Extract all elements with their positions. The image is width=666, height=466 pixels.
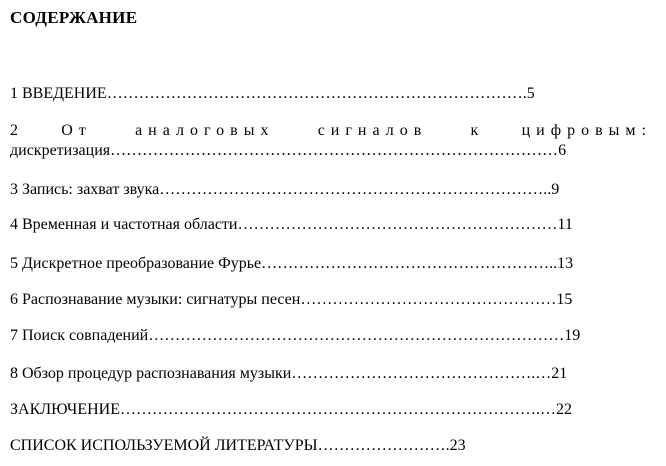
toc-entry-title: 8 Обзор процедур распознавания музыки [10,365,292,382]
toc-entry-conclusion [10,400,652,420]
toc-word: аналоговых [135,122,275,139]
toc-leader: ……………………………………………………………………. [106,85,527,102]
toc-page-number: 13 [557,255,574,272]
toc-entry-time-frequency [10,215,652,235]
toc-leader: ……………………………………………………………….. [159,181,552,198]
toc-entry-introduction [10,84,652,104]
toc-leader: ……………………………………………….. [261,255,558,272]
toc-leader: …………………………………………………………………… [148,327,565,344]
toc-leader: ………………………………………………………………………… [110,142,559,159]
toc-entry-recording [10,180,652,200]
toc-entry-title: 7 Поиск совпадений [10,327,149,344]
toc-entry-title: 5 Дискретное преобразование Фурье [10,255,262,272]
page-title: СОДЕРЖАНИЕ [10,8,138,27]
toc-entry-first-line [10,121,652,141]
toc-leader: ……………………. [317,437,450,454]
toc-page-number: 9 [551,181,560,198]
toc-leader: ……………………………………….… [291,365,552,382]
toc-entry-title: 3 Запись: захват звука [10,181,160,198]
toc-page-number: 15 [556,291,573,308]
toc-leader: …………………………………………………………………….… [119,401,556,418]
toc-leader: …………………………………………………… [237,216,558,233]
toc-entry-title: 6 Распознавание музыки: сигнатуры песен [10,291,301,308]
toc-entry-references [10,436,652,456]
toc-entry-title: ЗАКЛЮЧЕНИЕ [10,401,120,418]
toc-entry-title: СПИСОК ИСПОЛЬЗУЕМОЙ ЛИТЕРАТУРЫ [10,437,318,454]
toc-entry-matching [10,326,652,346]
toc-page-number: 19 [564,327,581,344]
toc-page-number: 5 [526,85,535,102]
toc-entry-dft [10,254,652,274]
toc-page-number: 22 [555,401,572,418]
toc-entry-overview [10,364,652,384]
toc-word: От [61,122,92,139]
toc-entry-title: 1 ВВЕДЕНИЕ [10,85,107,102]
toc-leader: ………………………………………… [300,291,557,308]
toc-word: цифровым: [521,122,652,139]
toc-page-number: 11 [557,216,573,233]
toc-page-number: 23 [449,437,466,454]
toc-entry-title: дискретизация [10,142,111,159]
toc-entry-sampling [10,121,652,161]
toc-word: к [470,122,479,139]
toc-entry-signatures [10,290,652,310]
toc-word: 2 [10,122,18,139]
toc-page-number: 6 [558,142,567,159]
toc-entry-title: 4 Временная и частотная области [10,216,238,233]
toc-word: сигналов [317,122,428,139]
toc-page-number: 21 [551,365,568,382]
